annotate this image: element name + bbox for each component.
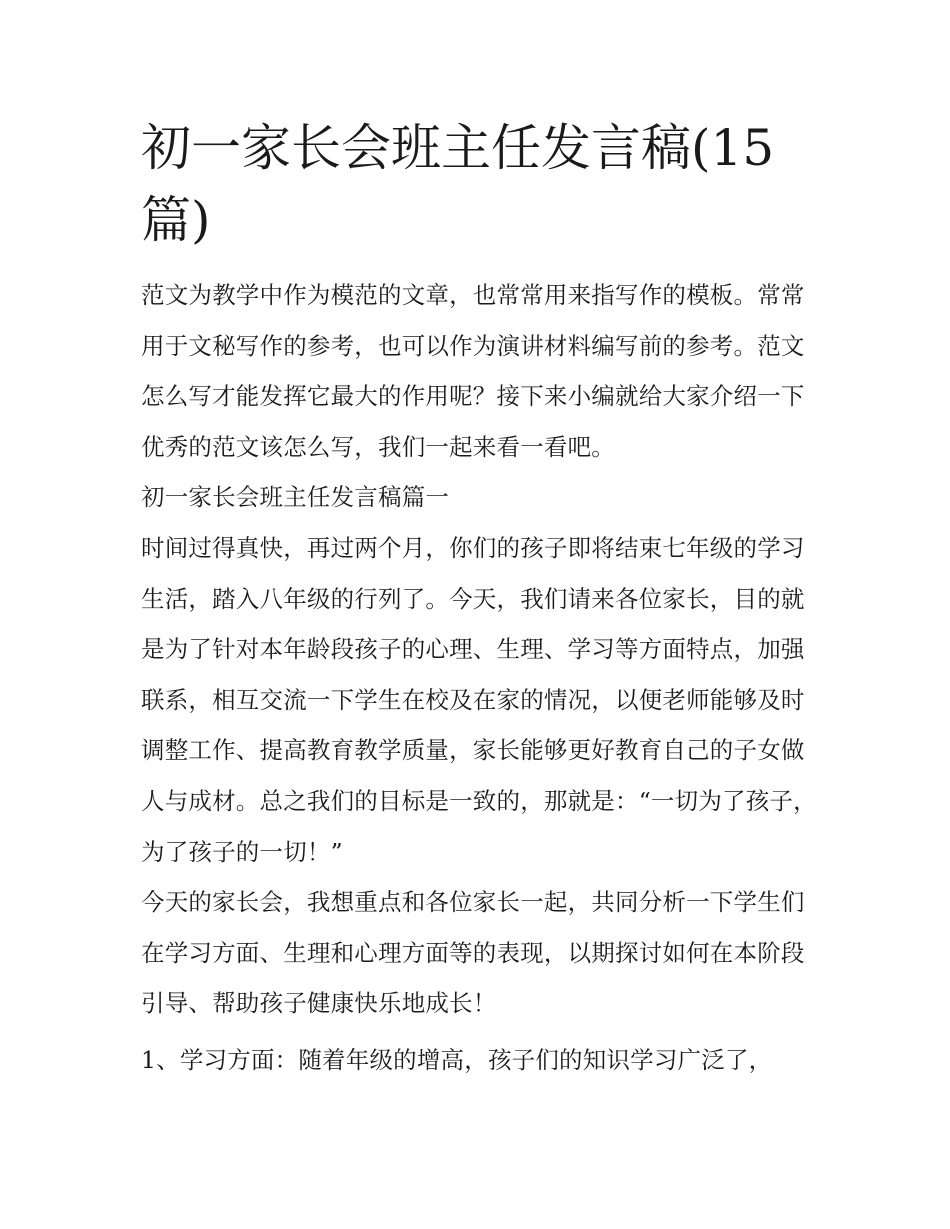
list-item-paragraph: 1、学习方面：随着年级的增高，孩子们的知识学习广泛了， [141,1045,773,1074]
document-title [141,112,817,256]
body-paragraph: 时间过得真快，再过两个月，你们的孩子即将结束七年级的学习生活，踏入八年级的行列了。今天，我们请来各位家长，目的就是为了针对本年龄段孩子的心理、生理、学习等方面特点，加强联系，相互交流一下学生在校及在家的情况，以便老师能够及时调整工作、提高教育教学质量，家长能够更好教育自己的子女做人与成材。总之我们的目标是一致的，那就是：“一切为了孩子，为了孩子的一切！” [141,533,817,866]
document-page [141,112,817,1086]
intro-paragraph: 范文为教学中作为模范的文章，也常常用来指写作的模板。常常用于文秘写作的参考，也可以作为演讲材料编写前的参考。范文怎么写才能发挥它最大的作用呢？接下来小编就给大家介绍一下优秀的范文该怎么写，我们一起来看一看吧。 [141,281,805,461]
document-title-text: 初一家长会班主任发言稿(15篇) [141,119,775,249]
body-paragraph: 今天的家长会，我想重点和各位家长一起，共同分析一下学生们在学习方面、生理和心理方面等的表现，以期探讨如何在本阶段引导、帮助孩子健康快乐地成长！ [141,888,805,1018]
section-heading: 初一家长会班主任发言稿篇一 [141,483,450,512]
